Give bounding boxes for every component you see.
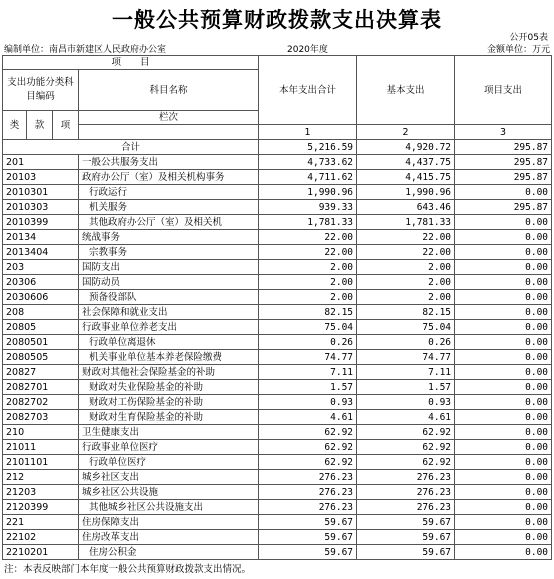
row-total: 22.00 [259,230,357,245]
row-total: 1.57 [259,380,357,395]
row-name: 政府办公厅（室）及相关机构事务 [79,170,259,185]
form-code: 公开05表 [509,33,548,43]
row-name: 行政事业单位养老支出 [79,320,259,335]
row-code: 22102 [3,530,79,545]
row-name: 财政对失业保险基金的补助 [79,380,259,395]
row-basic: 1.57 [357,380,455,395]
table-row [3,260,552,275]
row-project: 295.87 [455,170,552,185]
row-total: 74.77 [259,350,357,365]
row-project: 0.00 [455,455,552,470]
row-code: 2010301 [3,185,79,200]
col-project-header: 项目支出 [455,56,552,125]
lei-header: 类 [3,111,27,140]
row-total: 4,711.62 [259,170,357,185]
row-code: 2030606 [3,290,79,305]
row-project: 0.00 [455,215,552,230]
col-number-3: 3 [455,125,552,140]
row-basic: 2.00 [357,275,455,290]
table-row [3,200,552,215]
row-basic: 4.61 [357,410,455,425]
row-code: 2013404 [3,245,79,260]
row-basic: 1,781.33 [357,215,455,230]
row-code: 221 [3,515,79,530]
row-code: 208 [3,305,79,320]
row-project: 0.00 [455,530,552,545]
row-basic: 22.00 [357,230,455,245]
row-name: 财政对生育保险基金的补助 [79,410,259,425]
page-title: 一般公共预算财政拨款支出决算表 [112,8,442,32]
total-row [3,140,552,155]
row-total: 276.23 [259,470,357,485]
row-code: 20134 [3,230,79,245]
row-name: 城乡社区支出 [79,470,259,485]
row-basic: 82.15 [357,305,455,320]
row-project: 0.00 [455,380,552,395]
table-row [3,425,552,440]
row-total: 276.23 [259,485,357,500]
heji-label: 合计 [3,140,259,155]
row-total: 82.15 [259,305,357,320]
row-project: 0.00 [455,320,552,335]
amount-unit: 金额单位：万元 [486,45,550,55]
row-basic: 276.23 [357,470,455,485]
table-row [3,335,552,350]
row-basic: 0.93 [357,395,455,410]
row-total: 22.00 [259,245,357,260]
basic-sum: 4,920.72 [357,140,455,155]
kuan-header: 款 [27,111,53,140]
row-code: 20805 [3,320,79,335]
project-sum: 295.87 [455,140,552,155]
year-label: 2020年度 [287,45,328,55]
row-basic: 22.00 [357,245,455,260]
row-code: 2082701 [3,380,79,395]
table-row [3,350,552,365]
row-name: 财政对工伤保险基金的补助 [79,395,259,410]
row-name: 住房保障支出 [79,515,259,530]
row-name: 行政事业单位医疗 [79,440,259,455]
row-name: 宗教事务 [79,245,259,260]
subject-name-header: 科目名称 [79,70,259,111]
table-row [3,485,552,500]
row-name: 财政对其他社会保险基金的补助 [79,365,259,380]
table-row [3,320,552,335]
unit-label: 编制单位：南昌市新建区人民政府办公室 [4,45,167,55]
row-total: 1,781.33 [259,215,357,230]
row-name: 住房改革支出 [79,530,259,545]
row-basic: 4,415.75 [357,170,455,185]
row-project: 0.00 [455,350,552,365]
table-row [3,185,552,200]
func-code-header: 支出功能分类科目编码 [3,70,79,111]
header-row-5 [3,125,552,140]
row-project: 0.00 [455,290,552,305]
row-project: 0.00 [455,545,552,560]
row-project: 0.00 [455,230,552,245]
row-total: 0.93 [259,395,357,410]
table-row [3,380,552,395]
row-project: 0.00 [455,335,552,350]
row-name: 国防动员 [79,275,259,290]
row-code: 21011 [3,440,79,455]
col-number-1: 1 [259,125,357,140]
row-name: 卫生健康支出 [79,425,259,440]
row-basic: 4,437.75 [357,155,455,170]
table-row [3,410,552,425]
row-code: 2010399 [3,215,79,230]
row-basic: 1,990.96 [357,185,455,200]
row-basic: 2.00 [357,290,455,305]
row-code: 20827 [3,365,79,380]
row-project: 0.00 [455,245,552,260]
table-row [3,275,552,290]
row-name: 机关事业单位基本养老保险缴费 [79,350,259,365]
row-total: 59.67 [259,545,357,560]
table-row [3,230,552,245]
table-row [3,455,552,470]
table-row [3,170,552,185]
table-row [3,245,552,260]
row-total: 276.23 [259,500,357,515]
row-total: 939.33 [259,200,357,215]
table-row [3,500,552,515]
row-basic: 7.11 [357,365,455,380]
expenditure-table [2,55,552,560]
total-sum: 5,216.59 [259,140,357,155]
table-row [3,530,552,545]
row-project: 0.00 [455,470,552,485]
row-basic: 276.23 [357,485,455,500]
lanci-label-2 [79,125,259,140]
row-project: 0.00 [455,515,552,530]
row-name: 预备役部队 [79,290,259,305]
row-basic: 62.92 [357,425,455,440]
row-code: 2010303 [3,200,79,215]
row-basic: 59.67 [357,530,455,545]
row-project: 295.87 [455,200,552,215]
row-code: 21203 [3,485,79,500]
row-total: 7.11 [259,365,357,380]
table-row [3,545,552,560]
row-code: 2210201 [3,545,79,560]
header-row-1 [3,56,552,70]
table-note: 注：本表反映部门本年度一般公共预算财政拨款支出情况。 [4,564,252,575]
row-total: 62.92 [259,425,357,440]
row-code: 2080501 [3,335,79,350]
row-total: 2.00 [259,260,357,275]
row-basic: 75.04 [357,320,455,335]
row-name: 行政单位医疗 [79,455,259,470]
row-total: 59.67 [259,515,357,530]
table-row [3,290,552,305]
row-total: 2.00 [259,275,357,290]
project-header: 项 目 [3,56,259,70]
row-code: 212 [3,470,79,485]
row-project: 0.00 [455,500,552,515]
table-row [3,305,552,320]
row-total: 0.26 [259,335,357,350]
row-total: 62.92 [259,440,357,455]
row-project: 0.00 [455,185,552,200]
col-total-header: 本年支出合计 [259,56,357,125]
row-total: 75.04 [259,320,357,335]
row-basic: 643.46 [357,200,455,215]
row-name: 机关服务 [79,200,259,215]
row-name: 其他城乡社区公共设施支出 [79,500,259,515]
table-row [3,395,552,410]
row-basic: 62.92 [357,455,455,470]
row-code: 2101101 [3,455,79,470]
row-name: 国防支出 [79,260,259,275]
row-project: 0.00 [455,440,552,455]
row-project: 295.87 [455,155,552,170]
col-basic-header: 基本支出 [357,56,455,125]
row-code: 2080505 [3,350,79,365]
row-basic: 62.92 [357,440,455,455]
row-basic: 2.00 [357,260,455,275]
row-project: 0.00 [455,260,552,275]
row-code: 20306 [3,275,79,290]
row-name: 住房公积金 [79,545,259,560]
row-total: 2.00 [259,290,357,305]
row-code: 2082703 [3,410,79,425]
row-project: 0.00 [455,425,552,440]
row-total: 4.61 [259,410,357,425]
row-total: 62.92 [259,455,357,470]
row-code: 2120399 [3,500,79,515]
row-total: 4,733.62 [259,155,357,170]
row-code: 2082702 [3,395,79,410]
row-basic: 276.23 [357,500,455,515]
xiang-header: 项 [53,111,79,140]
row-basic: 0.26 [357,335,455,350]
table-row [3,470,552,485]
row-name: 统战事务 [79,230,259,245]
row-name: 社会保障和就业支出 [79,305,259,320]
row-code: 201 [3,155,79,170]
table-row [3,515,552,530]
table-row [3,440,552,455]
row-code: 210 [3,425,79,440]
table-row [3,155,552,170]
row-project: 0.00 [455,365,552,380]
row-basic: 59.67 [357,515,455,530]
row-total: 1,990.96 [259,185,357,200]
row-project: 0.00 [455,410,552,425]
row-basic: 74.77 [357,350,455,365]
row-project: 0.00 [455,305,552,320]
table-row [3,365,552,380]
row-name: 行政运行 [79,185,259,200]
table-row [3,215,552,230]
row-project: 0.00 [455,395,552,410]
col-number-2: 2 [357,125,455,140]
row-project: 0.00 [455,275,552,290]
row-name: 一般公共服务支出 [79,155,259,170]
row-project: 0.00 [455,485,552,500]
lanci-label: 栏次 [79,111,259,125]
row-name: 行政单位离退休 [79,335,259,350]
row-basic: 59.67 [357,545,455,560]
row-name: 其他政府办公厅（室）及相关机 [79,215,259,230]
row-total: 59.67 [259,530,357,545]
row-code: 203 [3,260,79,275]
row-name: 城乡社区公共设施 [79,485,259,500]
row-code: 20103 [3,170,79,185]
